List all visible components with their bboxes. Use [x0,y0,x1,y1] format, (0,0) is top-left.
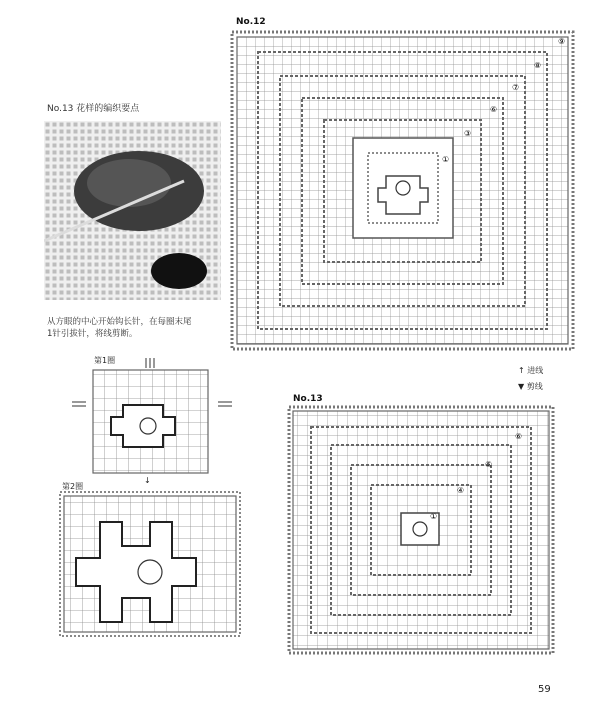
round-marker: ⑤ [485,460,493,469]
round-marker: ④ [457,486,465,495]
page-number: 59 [538,684,551,695]
diagram13-chart [287,405,555,655]
step-round2-diagram [58,490,243,640]
round-marker: ⑦ [512,83,520,92]
round-marker: ⑥ [515,432,523,441]
step-round1-diagram [68,350,243,480]
crochet-photo [44,121,221,300]
cut-yarn-icon: ▼ [518,382,525,391]
step-round2-label: 第2圈 [62,482,84,491]
diagram12-title: No.12 [236,17,266,27]
round-marker: ⑨ [558,37,566,46]
diagram12-chart [228,28,578,353]
instruction-line: 1针引拔针，将线剪断。 [47,329,138,339]
step-round1-label: 第1圈 [94,356,116,365]
instruction-line: 从方眼的中心开始钩长针，在每圈末尾 [47,317,192,327]
join-yarn-icon: ↑ [518,366,525,375]
diagram13-title: No.13 [293,394,323,404]
round-marker: ① [442,155,450,164]
arrow-down-icon: ↓ [144,476,151,485]
round-marker: ⑧ [534,61,542,70]
photo-section-title: No.13 花样的编织要点 [47,104,140,114]
photo-instruction [47,316,247,340]
legend-join: ↑ 进线 [518,366,544,375]
round-marker: ⑥ [490,105,498,114]
legend-cut: ▼ 剪线 [518,382,543,391]
round-marker: ③ [464,129,472,138]
round-marker: ① [430,512,438,521]
